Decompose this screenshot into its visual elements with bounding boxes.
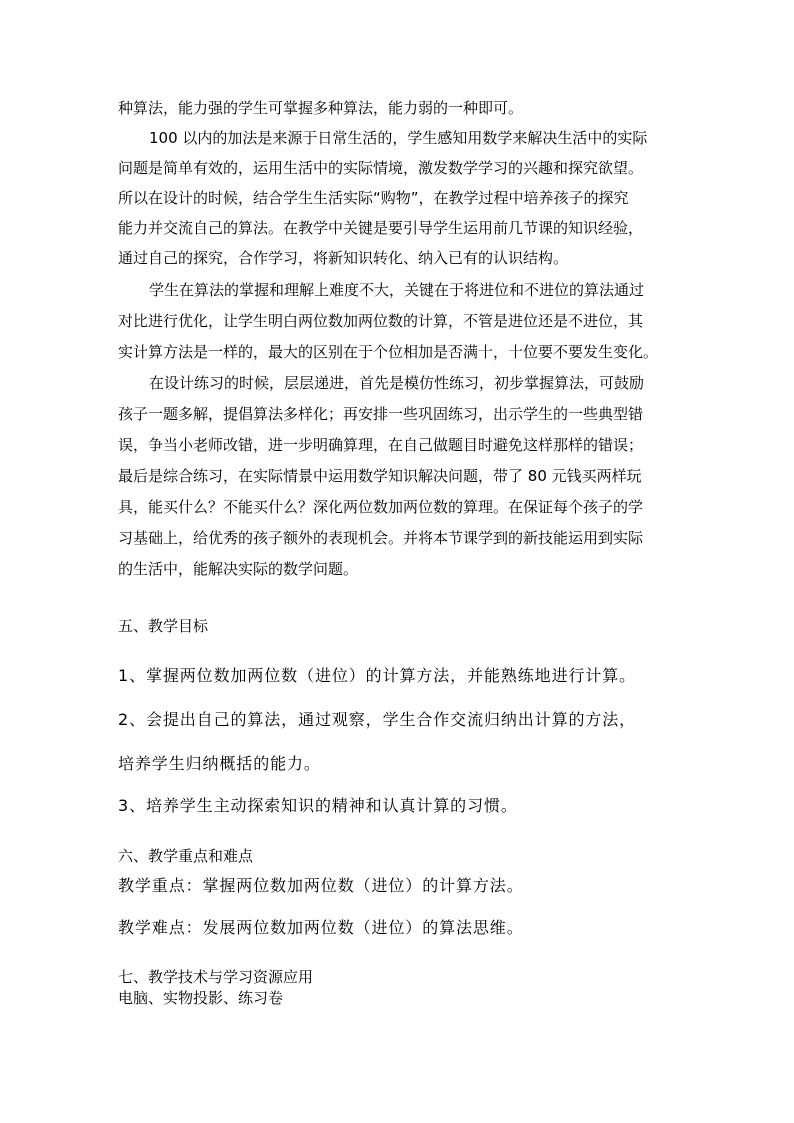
goal-item: 3、培养学生主动探索知识的精神和认真计算的习惯。	[118, 796, 518, 815]
paragraph-line: 100 以内的加法是来源于日常生活的，学生感知用数学来解决生活中的实际	[149, 129, 648, 147]
paragraph-line: 通过自己的探究，合作学习，将新知识转化、纳入已有的认识结构。	[118, 249, 569, 267]
paragraph-line: 习基础上，给优秀的孩子额外的表现机会。并将本节课学到的新技能运用到实际	[118, 529, 644, 547]
goal-item: 1、掌握两位数加两位数（进位）的计算方法，并能熟练地进行计算。	[118, 666, 637, 685]
paragraph-line: 问题是简单有效的，运用生活中的实际情境，激发数学学习的兴趣和探究欲望。	[118, 159, 644, 177]
paragraph-line: 实计算方法是一样的，最大的区别在于个位相加是否满十，十位要不要发生变化。	[118, 343, 659, 361]
paragraph-line: 在设计练习的时候，层层递进，首先是模仿性练习，初步掌握算法，可鼓励	[149, 374, 645, 392]
paragraph-line: 的生活中，能解决实际的数学问题。	[118, 560, 359, 578]
goal-item: 2、会提出自己的算法，通过观察，学生合作交流归纳出计算的方法，	[118, 710, 637, 729]
section-heading: 七、教学技术与学习资源应用	[118, 968, 314, 986]
difficulty-point: 教学难点：发展两位数加两位数（进位）的算法思维。	[118, 918, 524, 937]
key-point: 教学重点：掌握两位数加两位数（进位）的计算方法。	[118, 876, 524, 895]
paragraph-line: 所以在设计的时候，结合学生生活实际“购物”，在教学过程中培养孩子的探究	[118, 189, 629, 207]
paragraph-line: 具，能买什么？不能买什么？深化两位数加两位数的算理。在保证每个孩子的学	[118, 498, 644, 516]
paragraph-line: 误，争当小老师改错，进一步明确算理，在自己做题目时避免这样那样的错误；	[118, 436, 644, 454]
goal-item-continuation: 培养学生归纳概括的能力。	[118, 754, 321, 773]
paragraph-line: 最后是综合练习，在实际情景中运用数学知识解决问题，带了 80 元钱买两样玩	[118, 467, 642, 485]
paragraph-line: 对比进行优化，让学生明白两位数加两位数的计算，不管是进位还是不进位，其	[118, 312, 644, 330]
paragraph-line: 能力并交流自己的算法。在教学中关键是要引导学生运用前几节课的知识经验，	[118, 219, 644, 237]
paragraph-line: 学生在算法的掌握和理解上难度不大，关键在于将进位和不进位的算法通过	[149, 281, 645, 299]
section-heading: 六、教学重点和难点	[118, 847, 254, 865]
paragraph-line: 孩子一题多解，提倡算法多样化；再安排一些巩固练习，出示学生的一些典型错	[118, 405, 644, 423]
paragraph-line: 种算法，能力强的学生可掌握多种算法，能力弱的一种即可。	[118, 99, 524, 117]
resources-text: 电脑、实物投影、练习卷	[118, 989, 284, 1007]
section-heading: 五、教学目标	[118, 617, 209, 635]
